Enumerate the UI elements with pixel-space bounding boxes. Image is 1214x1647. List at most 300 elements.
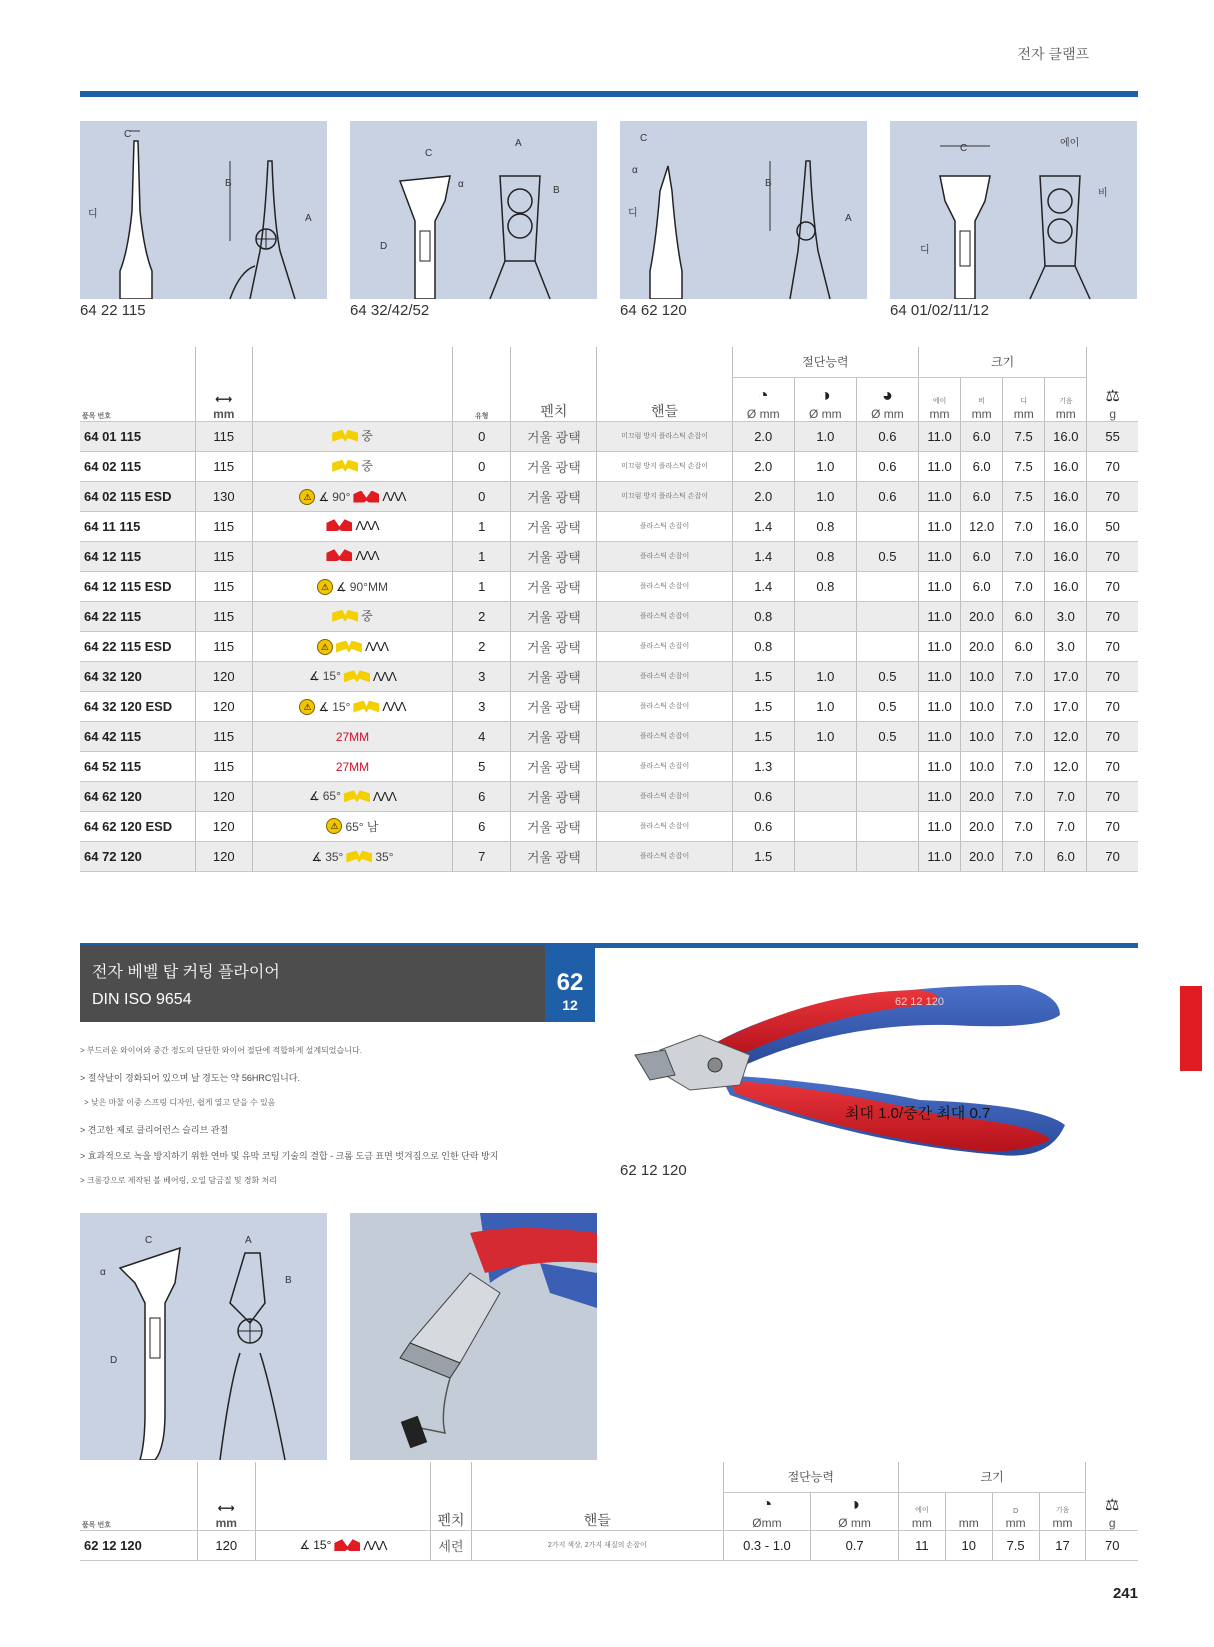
length-cell: 115: [195, 721, 252, 751]
drawing-caption: 64 62 120: [620, 302, 687, 319]
svg-text:A: A: [515, 138, 522, 149]
item-code: 64 62 120 ESD: [80, 811, 195, 841]
handle-cell: 플라스틱 손잡이: [597, 601, 732, 631]
type-cell: 7: [453, 841, 511, 871]
feature-text: 65° 남: [345, 819, 379, 834]
jaw-yellow-icon: [332, 610, 358, 622]
handle-cell: 플라스틱 손잡이: [597, 691, 732, 721]
jaw-red-icon: [326, 549, 352, 561]
cut_hard-cell: [856, 601, 918, 631]
handle-cell: 플라스틱 손잡이: [597, 661, 732, 691]
a-cell: 11.0: [919, 571, 961, 601]
length-cell: 120: [195, 691, 252, 721]
finish-cell: 거울 광택: [511, 841, 597, 871]
b-cell: 20.0: [961, 811, 1003, 841]
item-code: 64 32 120 ESD: [80, 691, 195, 721]
finish-cell: 거울 광택: [511, 601, 597, 631]
weight-cell: 70: [1087, 841, 1138, 871]
table-row: [80, 841, 1138, 871]
finish-cell: 거울 광택: [511, 751, 597, 781]
item-code: 64 72 120: [80, 841, 195, 871]
weight-cell: 70: [1087, 691, 1138, 721]
c-cell: 7.0: [1003, 661, 1045, 691]
cut_soft-cell: 0.8: [732, 601, 794, 631]
svg-text:B: B: [553, 185, 560, 196]
spring-icon: ΛΛΛ: [372, 668, 396, 684]
d-cell: 7.0: [1045, 781, 1087, 811]
item-code: 64 01 115: [80, 421, 195, 451]
item-code: 64 32 120: [80, 661, 195, 691]
weight-cell: 70: [1087, 451, 1138, 481]
c-cell: 7.0: [1003, 571, 1045, 601]
b-cell: 10.0: [961, 661, 1003, 691]
section-standard: DIN ISO 9654: [92, 991, 192, 1008]
jaw-red-icon: [334, 1539, 360, 1551]
spring-icon: ΛΛΛ: [364, 639, 389, 654]
type-cell: 0: [453, 451, 511, 481]
b-cell: 20.0: [961, 601, 1003, 631]
svg-text:C: C: [960, 143, 968, 154]
weight-scale-icon: ⚖: [1105, 387, 1120, 405]
svg-text:B: B: [285, 1275, 292, 1286]
item-number-header: 품목 번호: [82, 1521, 111, 1529]
cut_medium-cell: 0.8: [794, 511, 856, 541]
svg-text:비: 비: [1098, 188, 1108, 199]
length-cell: 115: [195, 571, 252, 601]
feature-item: > 견고한 제로 클리어런스 슬리브 관절: [80, 1125, 229, 1135]
feature-text: 90°: [332, 489, 351, 504]
angle-icon: ∡: [318, 489, 330, 504]
feature-symbols: [252, 721, 452, 751]
d-cell: 6.0: [1045, 841, 1087, 871]
feature-item: > 부드러운 와이어와 중간 정도의 단단한 와이어 절단에 적합하게 설계되었습니다.: [80, 1046, 362, 1055]
d-cell: 12.0: [1045, 721, 1087, 751]
d-cell: 16.0: [1045, 481, 1087, 511]
d-cell: 16.0: [1045, 451, 1087, 481]
finish-cell: 거울 광택: [511, 541, 597, 571]
feature-text: 27MM: [335, 759, 370, 774]
size-header: 크기: [919, 347, 1087, 377]
item-code: 64 52 115: [80, 751, 195, 781]
esd-icon: ⚠: [317, 579, 333, 595]
c-cell: 7.0: [1003, 751, 1045, 781]
section-title-bar: [80, 945, 545, 1022]
esd-icon: ⚠: [317, 639, 333, 655]
a-cell: 11.0: [919, 511, 961, 541]
a-cell: 11.0: [919, 451, 961, 481]
table-row: [80, 811, 1138, 841]
soft-wire-icon: ◔: [757, 384, 769, 405]
type-cell: 5: [453, 751, 511, 781]
svg-text:C: C: [124, 129, 132, 140]
angle-icon: ∡: [336, 579, 347, 594]
b-cell: 6.0: [961, 541, 1003, 571]
b-cell: 12.0: [961, 511, 1003, 541]
b-cell: 20.0: [961, 841, 1003, 871]
drawing-caption: 64 32/42/52: [350, 302, 430, 319]
b-cell: 10.0: [961, 721, 1003, 751]
c-cell: 7.0: [1003, 841, 1045, 871]
feature-symbols: [252, 631, 452, 661]
product-photo: [620, 965, 1080, 1190]
type-cell: 2: [453, 601, 511, 631]
product-caption: 62 12 120: [620, 1162, 687, 1179]
length-cell: 130: [195, 481, 252, 511]
cut_hard-cell: 0.6: [856, 451, 918, 481]
feature-symbols: [252, 781, 452, 811]
svg-text:디: 디: [88, 209, 98, 220]
angle-icon: ∡: [311, 849, 323, 864]
handle-cell: 미끄럼 방지 플라스틱 손잡이: [597, 451, 732, 481]
item-code: 64 02 115: [80, 451, 195, 481]
medium-wire-icon: ◑: [819, 384, 831, 405]
cut_medium-cell: [794, 631, 856, 661]
jaw-red-icon: [326, 519, 352, 531]
feature-item: > 절삭날이 경화되어 있으며 날 경도는 약 56HRC입니다.: [80, 1073, 300, 1083]
feature-symbols: [252, 511, 452, 541]
spec-table-62: 절단능력 크기 품목 번호 ⟷ mm 펜치 핸들 ◔ Ømm ◑ Ø mm 에이 mm mm D mm 기음 mm ⚖ g 62 12 120 120 ∡ 15° ΛΛΛ 세련 2가지 색상, 2가지 재질의 손잡이 0.3 - 1.0 0.7 11 10 7.5 17 70: [80, 1462, 1138, 1561]
spring-icon: ΛΛΛ: [382, 489, 406, 504]
cut_hard-cell: [856, 751, 918, 781]
type-cell: 4: [453, 721, 511, 751]
cut_hard-cell: [856, 511, 918, 541]
cut_medium-cell: [794, 811, 856, 841]
cut_hard-cell: 0.6: [856, 421, 918, 451]
item-code: 64 12 115: [80, 541, 195, 571]
b-cell: 20.0: [961, 781, 1003, 811]
b-cell: 6.0: [961, 451, 1003, 481]
drawing-62-12-120: [80, 1213, 327, 1460]
length-cell: 115: [195, 451, 252, 481]
cut_soft-cell: 2.0: [732, 451, 794, 481]
cut_soft-cell: 0.6: [732, 811, 794, 841]
table-row: [80, 781, 1138, 811]
item-code: 64 12 115 ESD: [80, 571, 195, 601]
weight-scale-icon: ⚖: [1105, 1496, 1120, 1514]
side-index-tab: [1180, 986, 1202, 1071]
length-arrow-icon: ⟷: [217, 1500, 235, 1515]
cut_medium-cell: [794, 781, 856, 811]
table-row: [80, 451, 1138, 481]
a-cell: 11.0: [919, 421, 961, 451]
spring-icon: ΛΛΛ: [382, 699, 406, 714]
cut_soft-cell: 1.4: [732, 571, 794, 601]
length-cell: 120: [195, 781, 252, 811]
feature-symbols: [252, 841, 452, 871]
a-cell: 11.0: [919, 781, 961, 811]
cut_medium-cell: [794, 601, 856, 631]
type-header: 유형: [474, 412, 489, 420]
drawing-64-62-120: [620, 121, 867, 299]
length-cell: 115: [195, 511, 252, 541]
length-arrow-icon: ⟷: [215, 391, 233, 406]
feature-list: [80, 1045, 560, 1186]
esd-icon: ⚠: [299, 699, 315, 715]
finish-cell: 거울 광택: [511, 511, 597, 541]
hard-wire-icon: ◕: [882, 384, 893, 405]
svg-text:α: α: [458, 179, 464, 190]
item-code: 64 02 115 ESD: [80, 481, 195, 511]
length-cell: 115: [195, 601, 252, 631]
finish-cell: 거울 광택: [511, 421, 597, 451]
length-cell: 120: [195, 661, 252, 691]
d-cell: 16.0: [1045, 511, 1087, 541]
length-unit: mm: [213, 406, 235, 421]
table-row: [80, 481, 1138, 511]
feature-text: 15°: [322, 669, 341, 684]
cut_hard-cell: [856, 811, 918, 841]
svg-text:C: C: [425, 148, 433, 159]
drawing-caption: 64 22 115: [80, 302, 146, 319]
cut_soft-cell: 1.4: [732, 511, 794, 541]
table-row: [80, 511, 1138, 541]
cut_medium-cell: [794, 751, 856, 781]
handle-cell: 미끄럼 방지 플라스틱 손잡이: [597, 481, 732, 511]
length-cell: 115: [195, 631, 252, 661]
finish-cell: 거울 광택: [511, 661, 597, 691]
c-cell: 7.0: [1003, 811, 1045, 841]
table-row: [80, 421, 1138, 451]
table-row: [80, 541, 1138, 571]
cut_hard-cell: 0.5: [856, 691, 918, 721]
weight-cell: 70: [1087, 541, 1138, 571]
svg-text:C: C: [145, 1235, 153, 1246]
cut_soft-cell: 2.0: [732, 421, 794, 451]
feature-symbols: [252, 601, 452, 631]
esd-icon: ⚠: [326, 818, 342, 834]
feature-text: 중: [361, 609, 373, 624]
cut_soft-cell: 0.6: [732, 781, 794, 811]
length-cell: 115: [195, 421, 252, 451]
weight-cell: 70: [1087, 631, 1138, 661]
drawing-64-32-42-52: [350, 121, 597, 299]
a-cell: 11.0: [919, 721, 961, 751]
d-cell: 17.0: [1045, 691, 1087, 721]
finish-cell: 거울 광택: [511, 781, 597, 811]
weight-cell: 55: [1087, 421, 1138, 451]
table-row: [80, 691, 1138, 721]
svg-text:α: α: [100, 1267, 106, 1278]
photo-overlay-text: 최대 1.0/중간 최대 0.7: [845, 1105, 991, 1122]
jaw-yellow-icon: [332, 430, 358, 442]
spec-table-64: 절단능력 크기 품목 번호 ⟷ mm 유형 펜치 핸들 ◔ Ø mm ◑ Ø mm ◕ Ø mm 에이 mm 비 mm 디 mm 기음 mm ⚖ g 64 01 115 115 중 0 거울 광택 미끄럼 방지 플라스틱 손잡이 2.0 1.0 0.6 11.0 6.0 7.5 16.0 55 64 02 115 115 중 0 거울 광택 미끄럼 방지 플라스틱 손잡이 2.0 1.0 0.6 11.0 6.0 7.5 16.0 70 64 02 115 ESD 130 ⚠ ∡ 90° ΛΛΛ 0 거울 광택 미끄럼 방지 플라스틱 손잡이 2.0 1.0 0.6 11.0 6.0 7.5 16.0 70 64 11 115 115 ΛΛΛ 1 거울 광택 플라스틱 손잡이 1.4 0.8 11.0 12.0 7.0 16.0 50 64 12 115 115 ΛΛΛ 1 거울 광택 플라스틱 손잡이 1.4 0.8 0.5 11.0 6.0 7.0 16.0 70 64 12 115 ESD 115 ⚠ ∡ 90°MM 1 거울 광택 플라스틱 손잡이 1.4 0.8 11.0 6.0 7.0 16.0 70 64 22 115 115 중 2 거울 광택 플라스틱 손잡이 0.8 11.0 20.0 6.0 3.0 70 64 22 115 ESD 115 ⚠ ΛΛΛ 2 거울 광택 플라스틱 손잡이 0.8 11.0 20.0 6.0 3.0 70 64 32 120 120 ∡ 15° ΛΛΛ 3 거울 광택 플라스틱 손잡이 1.5 1.0 0.5 11.0 10.0 7.0 17.0 70 64 32 120 ESD 120 ⚠ ∡ 15° ΛΛΛ 3 거울 광택 플라스틱 손잡이 1.5 1.0 0.5 11.0 10.0 7.0 17.0 70 64 42 115 115 27MM 4 거울 광택 플라스틱 손잡이 1.5 1.0 0.5 11.0 10.0 7.0 12.0 70 64 52 115 115 27MM 5 거울 광택 플라스틱 손잡이 1.3 11.0 10.0 7.0 12.0 70 64 62 120 120 ∡ 65° ΛΛΛ 6 거울 광택 플라스틱 손잡이 0.6 11.0 20.0 7.0 7.0 70 64 62 120 ESD 120 ⚠ 65° 남 6 거울 광택 플라스틱 손잡이 0.6 11.0 20.0 7.0 7.0 70 64 72 120 120 ∡ 35° 35° 7 거울 광택 플라스틱 손잡이 1.5 11.0 20.0 7.0 6.0 70: [80, 347, 1138, 872]
svg-text:D: D: [380, 241, 388, 252]
spring-icon: ΛΛΛ: [363, 1537, 387, 1553]
cut_hard-cell: [856, 841, 918, 871]
cut_hard-cell: [856, 631, 918, 661]
cut_soft-cell: 1.4: [732, 541, 794, 571]
category-header: 전자 클램프: [1017, 46, 1089, 62]
cut_medium-cell: 1.0: [794, 691, 856, 721]
finish-cell: 거울 광택: [511, 691, 597, 721]
svg-text:B: B: [765, 178, 772, 189]
section-title: 전자 베벨 탑 커팅 플라이어: [92, 964, 280, 981]
cut_medium-cell: [794, 841, 856, 871]
a-cell: 11.0: [919, 811, 961, 841]
a-cell: 11.0: [919, 631, 961, 661]
svg-text:디: 디: [628, 208, 638, 219]
c-cell: 7.5: [1003, 421, 1045, 451]
cut_medium-cell: 1.0: [794, 481, 856, 511]
jaw-yellow-icon: [336, 641, 362, 653]
feature-text: 90°MM: [349, 579, 388, 594]
weight-cell: 70: [1087, 571, 1138, 601]
weight-cell: 70: [1087, 721, 1138, 751]
cut_medium-cell: 1.0: [794, 451, 856, 481]
esd-icon: ⚠: [299, 489, 315, 505]
feature-symbols: [252, 661, 452, 691]
item-code: 64 62 120: [80, 781, 195, 811]
weight-cell: 70: [1087, 751, 1138, 781]
svg-text:A: A: [845, 213, 852, 224]
type-cell: 1: [453, 541, 511, 571]
feature-symbols: [252, 451, 452, 481]
feature-text: 중: [361, 429, 373, 444]
feature-text: 35°: [375, 849, 394, 864]
table-row: [80, 631, 1138, 661]
feature-symbols: [252, 571, 452, 601]
c-cell: 7.0: [1003, 691, 1045, 721]
item-code: 64 42 115: [80, 721, 195, 751]
finish-cell: 거울 광택: [511, 481, 597, 511]
feature-symbols: [252, 481, 452, 511]
jaw-yellow-icon: [332, 460, 358, 472]
top-rule: [80, 91, 1138, 97]
table-row: [80, 661, 1138, 691]
feature-item: > 크롬강으로 제작된 볼 베어링, 오일 담금질 및 경화 처리: [80, 1176, 277, 1185]
handle-cell: 미끄럼 방지 플라스틱 손잡이: [597, 421, 732, 451]
handle-cell: 플라스틱 손잡이: [597, 631, 732, 661]
spring-icon: ΛΛΛ: [372, 788, 396, 804]
weight-cell: 70: [1087, 481, 1138, 511]
feature-symbols: [252, 751, 452, 781]
finish-cell: 거울 광택: [511, 631, 597, 661]
finish-cell: 거울 광택: [511, 721, 597, 751]
medium-wire-icon: ◑: [849, 1493, 861, 1514]
feature-text: 65°: [322, 789, 341, 804]
handle-cell: 플라스틱 손잡이: [597, 751, 732, 781]
type-cell: 0: [453, 481, 511, 511]
svg-text:B: B: [225, 178, 232, 189]
feature-symbols: [252, 541, 452, 571]
finish-cell: 거울 광택: [511, 811, 597, 841]
cut_medium-cell: 0.8: [794, 571, 856, 601]
spring-icon: ΛΛΛ: [355, 517, 379, 533]
finish-cell: 거울 광택: [511, 451, 597, 481]
cut_hard-cell: 0.5: [856, 541, 918, 571]
type-cell: 1: [453, 571, 511, 601]
soft-medium-wire-icon: ◔: [761, 1493, 773, 1514]
d-cell: 3.0: [1045, 631, 1087, 661]
feature-symbols: ∡ 15° ΛΛΛ: [255, 1530, 430, 1560]
b-cell: 10.0: [961, 691, 1003, 721]
type-cell: 3: [453, 691, 511, 721]
cut_soft-cell: 1.5: [732, 691, 794, 721]
drawing-64-01-02-11-12: [890, 121, 1137, 299]
spring-icon: ΛΛΛ: [355, 547, 379, 563]
handle-header: 핸들: [651, 402, 679, 419]
d-cell: 16.0: [1045, 571, 1087, 601]
type-cell: 6: [453, 811, 511, 841]
type-cell: 0: [453, 421, 511, 451]
a-cell: 11.0: [919, 481, 961, 511]
jaw-yellow-icon: [346, 851, 372, 863]
a-cell: 11.0: [919, 691, 961, 721]
b-cell: 6.0: [961, 481, 1003, 511]
feature-item: > 낮은 마찰 이중 스프링 디자인, 쉽게 열고 닫을 수 있음: [84, 1098, 276, 1107]
c-cell: 7.0: [1003, 781, 1045, 811]
c-cell: 6.0: [1003, 631, 1045, 661]
cut_soft-cell: 1.5: [732, 841, 794, 871]
type-cell: 6: [453, 781, 511, 811]
feature-item: > 효과적으로 녹을 방지하기 위한 연마 및 유막 코팅 기술의 결합 - 크롬 도금 표면 벗겨짐으로 인한 단락 방지: [80, 1151, 499, 1161]
item-code: 64 22 115 ESD: [80, 631, 195, 661]
cut_medium-cell: 0.8: [794, 541, 856, 571]
jaw-yellow-icon: [344, 670, 370, 682]
weight-cell: 70: [1087, 811, 1138, 841]
weight-cell: 70: [1087, 781, 1138, 811]
drawing-caption: 64 01/02/11/12: [890, 302, 989, 319]
handle-cell: 플라스틱 손잡이: [597, 511, 732, 541]
feature-symbols: [252, 691, 452, 721]
cut_hard-cell: [856, 781, 918, 811]
size-header: 크기: [898, 1462, 1086, 1492]
svg-text:D: D: [110, 1355, 118, 1366]
usage-photo: [350, 1213, 597, 1460]
feature-text: 중: [361, 459, 373, 474]
a-cell: 11.0: [919, 841, 961, 871]
jaw-yellow-icon: [353, 701, 379, 713]
feature-text: 27MM: [335, 729, 370, 744]
d-cell: 16.0: [1045, 541, 1087, 571]
c-cell: 7.0: [1003, 511, 1045, 541]
feature-symbols: [252, 811, 452, 841]
a-cell: 11.0: [919, 751, 961, 781]
svg-text:A: A: [245, 1235, 252, 1246]
table-row: 62 12 120 120 ∡ 15° ΛΛΛ 세련 2가지 색상, 2가지 재질의 손잡이 0.3 - 1.0 0.7 11 10 7.5 17 70: [80, 1530, 1138, 1560]
handle-cell: 플라스틱 손잡이: [597, 721, 732, 751]
handle-header: 핸들: [583, 1511, 611, 1528]
feature-text: 35°: [325, 849, 344, 864]
d-cell: 3.0: [1045, 601, 1087, 631]
d-cell: 16.0: [1045, 421, 1087, 451]
handle-print: 62 12 120: [895, 996, 944, 1008]
svg-text:디: 디: [920, 245, 930, 256]
b-cell: 6.0: [961, 571, 1003, 601]
svg-text:에이: 에이: [1060, 138, 1080, 149]
a-cell: 11.0: [919, 601, 961, 631]
jaw-red-icon: [353, 491, 379, 503]
d-cell: 7.0: [1045, 811, 1087, 841]
a-cell: 11.0: [919, 661, 961, 691]
cut_soft-cell: 1.5: [732, 661, 794, 691]
b-cell: 20.0: [961, 631, 1003, 661]
handle-cell: 플라스틱 손잡이: [597, 571, 732, 601]
length-cell: 115: [195, 541, 252, 571]
cut_soft-cell: 2.0: [732, 481, 794, 511]
table-row: [80, 751, 1138, 781]
finish-header: 펜치: [437, 1511, 465, 1528]
feature-symbols: [252, 421, 452, 451]
item-number-header: 품목 번호: [82, 412, 111, 420]
type-cell: 1: [453, 511, 511, 541]
page-number: 241: [1112, 1585, 1138, 1602]
table-row: [80, 721, 1138, 751]
weight-cell: 50: [1087, 511, 1138, 541]
handle-cell: 플라스틱 손잡이: [597, 811, 732, 841]
cutting-capacity-header: 절단능력: [723, 1462, 898, 1492]
angle-icon: ∡: [308, 669, 320, 684]
